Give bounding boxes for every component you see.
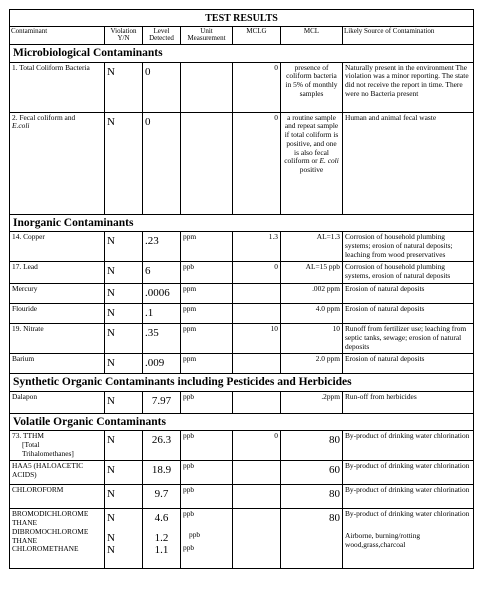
- mcl-value: 80: [281, 431, 343, 461]
- contaminant-name: HAA5 (HALOACETIC ACIDS): [10, 461, 105, 485]
- table-row: [10, 509, 474, 569]
- violation-line: N: [107, 531, 115, 544]
- unit-value: ppb: [181, 262, 233, 284]
- unit-value: [181, 509, 233, 569]
- unit-value: ppb: [181, 461, 233, 485]
- header-unit: Unit Measurement: [181, 26, 233, 44]
- level-value: 18.9: [143, 461, 181, 485]
- section-synthetic-organic: Synthetic Organic Contaminants including Pesticides and Herbicides: [10, 374, 474, 392]
- unit-value: ppm: [181, 304, 233, 324]
- table-row: [10, 262, 474, 284]
- source-value: [343, 509, 474, 569]
- contaminant-name: Dalapon: [10, 391, 105, 413]
- level-value: .0006: [143, 284, 181, 304]
- violation-value: N: [105, 304, 143, 324]
- header-contaminant: Contaminant: [10, 26, 105, 44]
- table-row: [10, 461, 474, 485]
- violation-value: N: [105, 461, 143, 485]
- mclg-value: [233, 354, 281, 374]
- section-microbiological: Microbiological Contaminants: [10, 45, 474, 63]
- mcl-value: 80: [281, 509, 343, 569]
- source-value: Corrosion of household plumbing systems; erosion of natural deposits; leaching from wood preservatives: [343, 232, 474, 262]
- section-heading-row: [10, 45, 474, 63]
- table-row: [10, 62, 474, 112]
- table-row: [10, 232, 474, 262]
- contaminant-name: Mercury: [10, 284, 105, 304]
- mcl-text: positive: [299, 165, 324, 175]
- header-source: Likely Source of Contamination: [343, 26, 474, 44]
- level-value: 0: [143, 62, 181, 112]
- source-value: Erosion of natural deposits: [343, 304, 474, 324]
- mcl-value: presence of coliform bacteria in 5% of monthly samples: [281, 62, 343, 112]
- mclg-value: [233, 509, 281, 569]
- table-row: [10, 304, 474, 324]
- level-line: 4.6: [154, 512, 169, 525]
- violation-value: N: [105, 324, 143, 354]
- contaminant-name-line: DIBROMOCHLOROME THANE: [12, 526, 89, 545]
- level-value: [143, 509, 181, 569]
- unit-value: ppm: [181, 324, 233, 354]
- mcl-value: 4.0 ppm: [281, 304, 343, 324]
- mcl-text: a routine sample and repeat sample if total coliform is positive, and one is also fecal coliform or: [284, 112, 339, 166]
- violation-value: N: [105, 112, 143, 214]
- mclg-value: 0: [233, 112, 281, 214]
- section-volatile-organic: Volatile Organic Contaminants: [10, 413, 474, 431]
- level-value: 9.7: [143, 485, 181, 509]
- source-value: Corrosion of household plumbing systems, erosion of natural deposits: [343, 262, 474, 284]
- contaminant-name: 17. Lead: [10, 262, 105, 284]
- table-row: [10, 284, 474, 304]
- contaminant-name: Barium: [10, 354, 105, 374]
- source-value: Human and animal fecal waste: [343, 112, 474, 214]
- test-results-document: [9, 9, 473, 569]
- contaminant-name-line: 2. Fecal coliform and: [12, 112, 76, 122]
- title-row: [10, 10, 474, 27]
- section-heading-row: [10, 374, 474, 392]
- mclg-value: 0: [233, 62, 281, 112]
- mcl-value: [281, 112, 343, 214]
- level-value: .009: [143, 354, 181, 374]
- header-violation: Violation Y/N: [105, 26, 143, 44]
- mclg-value: [233, 304, 281, 324]
- mclg-value: 1.3: [233, 232, 281, 262]
- mclg-value: [233, 284, 281, 304]
- level-line: 1.1: [154, 543, 169, 556]
- mclg-value: [233, 391, 281, 413]
- source-value: Naturally present in the environment The violation was a minor reporting. The state did not receive the report in time. There were no Bacteria present: [343, 62, 474, 112]
- table-row: [10, 431, 474, 461]
- violation-value: N: [105, 62, 143, 112]
- unit-line: ppb: [183, 509, 195, 519]
- violation-value: N: [105, 262, 143, 284]
- contaminant-name: CHLOROFORM: [10, 485, 105, 509]
- level-value: 7.97: [143, 391, 181, 413]
- unit-line: ppb: [189, 530, 201, 540]
- source-value: Erosion of natural deposits: [343, 284, 474, 304]
- header-mcl: MCL: [281, 26, 343, 44]
- unit-value: ppm: [181, 232, 233, 262]
- level-value: 6: [143, 262, 181, 284]
- unit-line: ppb: [183, 542, 195, 552]
- mclg-value: 0: [233, 262, 281, 284]
- header-row: [10, 26, 474, 44]
- level-value: .35: [143, 324, 181, 354]
- unit-value: [181, 112, 233, 214]
- mcl-value: 10: [281, 324, 343, 354]
- violation-value: N: [105, 354, 143, 374]
- mcl-value: AL=1.3: [281, 232, 343, 262]
- header-level: Level Detected: [143, 26, 181, 44]
- header-mclg: MCLG: [233, 26, 281, 44]
- source-line: By-product of drinking water chlorination: [345, 509, 470, 519]
- unit-value: ppb: [181, 391, 233, 413]
- mcl-text-italic: E. coli: [319, 156, 339, 166]
- mcl-value: AL=15 ppb: [281, 262, 343, 284]
- violation-value: N: [105, 391, 143, 413]
- level-value: 0: [143, 112, 181, 214]
- contaminant-name-line: [Total: [22, 440, 40, 450]
- table-row: [10, 324, 474, 354]
- source-value: By-product of drinking water chlorination: [343, 485, 474, 509]
- unit-value: ppm: [181, 284, 233, 304]
- violation-value: N: [105, 232, 143, 262]
- contaminant-name-line: CHLOROMETHANE: [12, 544, 79, 554]
- unit-value: ppb: [181, 485, 233, 509]
- violation-line: N: [107, 543, 115, 556]
- contaminant-name: 1. Total Coliform Bacteria: [10, 62, 105, 112]
- mcl-value: .2ppm: [281, 391, 343, 413]
- source-value: By-product of drinking water chlorination: [343, 461, 474, 485]
- source-line: Airborne, burning/rotting wood,grass,charcoal: [345, 531, 421, 549]
- contaminant-name: [10, 112, 105, 214]
- table-row: [10, 112, 474, 214]
- contaminant-name-line: 73. TTHM: [12, 431, 44, 441]
- violation-value: N: [105, 485, 143, 509]
- section-inorganic: Inorganic Contaminants: [10, 214, 474, 232]
- contaminant-name-line: E.coli: [12, 121, 30, 131]
- section-heading-row: [10, 413, 474, 431]
- mclg-value: [233, 485, 281, 509]
- mclg-value: [233, 461, 281, 485]
- mcl-value: 80: [281, 485, 343, 509]
- violation-value: N: [105, 431, 143, 461]
- unit-value: ppm: [181, 354, 233, 374]
- contaminant-name-line: BROMODICHLOROME THANE: [12, 509, 89, 528]
- contaminant-name: [10, 509, 105, 569]
- violation-line: N: [107, 512, 115, 525]
- unit-value: [181, 62, 233, 112]
- contaminant-name: 19. Nitrate: [10, 324, 105, 354]
- mclg-value: 10: [233, 324, 281, 354]
- unit-value: ppb: [181, 431, 233, 461]
- level-value: .1: [143, 304, 181, 324]
- source-value: By-product of drinking water chlorination: [343, 431, 474, 461]
- mcl-value: 60: [281, 461, 343, 485]
- table-row: [10, 391, 474, 413]
- source-value: Run-off from herbicides: [343, 391, 474, 413]
- mcl-value: .002 ppm: [281, 284, 343, 304]
- table-row: [10, 485, 474, 509]
- contaminant-name: Flouride: [10, 304, 105, 324]
- contaminant-name: 14. Copper: [10, 232, 105, 262]
- level-value: .23: [143, 232, 181, 262]
- contaminant-name: [10, 431, 105, 461]
- table-row: [10, 354, 474, 374]
- test-results-table: [9, 9, 474, 569]
- mcl-value: 2.0 ppm: [281, 354, 343, 374]
- section-heading-row: [10, 214, 474, 232]
- mclg-value: 0: [233, 431, 281, 461]
- contaminant-name-line: Trihalomethanes]: [22, 448, 74, 458]
- violation-value: N: [105, 284, 143, 304]
- source-value: Erosion of natural deposits: [343, 354, 474, 374]
- source-value: Runoff from fertilizer use; leaching from septic tanks, sewage; erosion of natural deposits: [343, 324, 474, 354]
- table-title: TEST RESULTS: [10, 10, 474, 27]
- level-line: 1.2: [154, 531, 169, 544]
- level-value: 26.3: [143, 431, 181, 461]
- violation-value: [105, 509, 143, 569]
